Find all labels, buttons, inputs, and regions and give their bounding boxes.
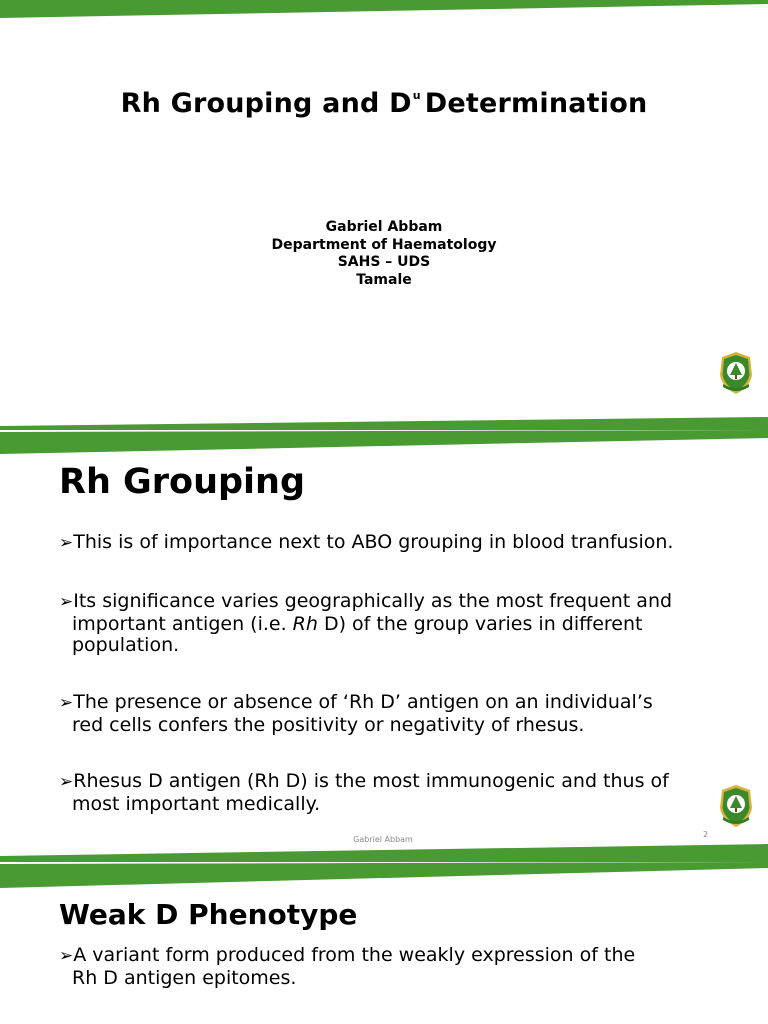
bottom-green-band	[0, 842, 768, 862]
slide-heading: Rh Grouping	[59, 462, 306, 502]
rh-grouping-slide	[0, 430, 768, 862]
bullet-item: ➢Its significance varies geographically as the most frequent and important antigen (i.e. Rh D) of the group varies in different population.	[59, 590, 673, 656]
bottom-green-band	[0, 414, 768, 430]
title-slide	[0, 0, 768, 430]
page-number: 2	[703, 830, 709, 839]
bullet-item: ➢A variant form produced from the weakly expression of the Rh D antigen epitomes.	[59, 944, 636, 989]
university-crest-icon	[717, 351, 755, 396]
author-block	[0, 219, 768, 289]
author-institution: SAHS – UDS	[337, 254, 431, 270]
top-green-band	[0, 862, 768, 890]
presentation-title: Rh Grouping and $D^u$ Determination	[120, 88, 648, 119]
arrow-bullet-icon: ➢	[59, 693, 74, 713]
bullet-item: ➢The presence or absence of ‘Rh D’ antigen on an individual’s red cells confers the positivity or negativity of rhesus.	[59, 691, 653, 736]
bullet-item: ➢This is of importance next to ABO grouping in blood tranfusion.	[59, 531, 674, 553]
author-city: Tamale	[356, 271, 412, 288]
university-crest-icon	[717, 784, 755, 829]
bullet-item: ➢Rhesus D antigen (Rh D) is the most immunogenic and thus of most important medically.	[59, 770, 669, 815]
footer-author: Gabriel Abbam	[353, 835, 413, 844]
slide-heading: Weak D Phenotype	[59, 898, 358, 931]
arrow-bullet-icon: ➢	[59, 946, 74, 966]
arrow-bullet-icon: ➢	[59, 772, 74, 792]
top-green-band	[0, 0, 768, 22]
author-department: Department of Haematology	[271, 236, 497, 253]
arrow-bullet-icon: ➢	[59, 592, 74, 612]
author-name: Gabriel Abbam	[325, 219, 443, 235]
arrow-bullet-icon: ➢	[59, 533, 74, 553]
top-green-band	[0, 430, 768, 456]
weak-d-phenotype-slide	[0, 862, 768, 1024]
